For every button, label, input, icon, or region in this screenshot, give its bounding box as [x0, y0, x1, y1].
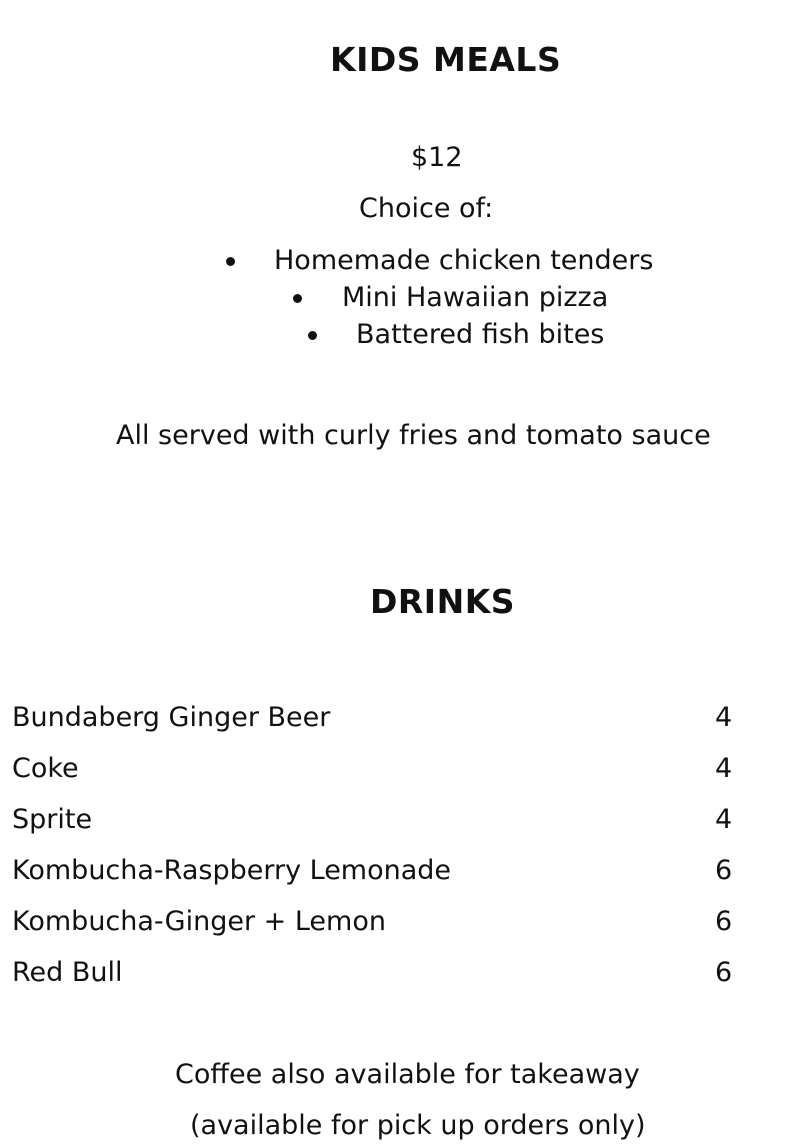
drink-price: 4: [715, 702, 733, 733]
drink-name: Kombucha-Raspberry Lemonade: [12, 855, 452, 886]
kids-meals-price: $12: [411, 142, 463, 173]
kids-option: Mini Hawaiian pizza: [342, 282, 609, 313]
pickup-note: (available for pick up orders only): [190, 1110, 646, 1141]
bullet-icon: [293, 294, 302, 303]
drink-name: Red Bull: [12, 957, 123, 988]
kids-option: Homemade chicken tenders: [274, 245, 654, 276]
drink-name: Bundaberg Ginger Beer: [12, 702, 331, 733]
drink-price: 6: [715, 906, 733, 937]
drink-name: Sprite: [12, 804, 93, 835]
drink-price: 4: [715, 804, 733, 835]
choice-label: Choice of:: [359, 193, 494, 224]
kids-option: Battered fish bites: [356, 319, 605, 350]
bullet-icon: [308, 331, 317, 340]
drink-name: Kombucha-Ginger + Lemon: [12, 906, 386, 937]
coffee-note: Coffee also available for takeaway: [175, 1059, 640, 1090]
served-with-note: All served with curly fries and tomato sauce: [116, 420, 711, 451]
drink-price: 6: [715, 855, 733, 886]
drinks-title: DRINKS: [370, 582, 516, 621]
kids-meals-title: KIDS MEALS: [330, 40, 562, 79]
drink-price: 4: [715, 753, 733, 784]
drink-price: 6: [715, 957, 733, 988]
bullet-icon: [226, 257, 235, 266]
drink-name: Coke: [12, 753, 79, 784]
